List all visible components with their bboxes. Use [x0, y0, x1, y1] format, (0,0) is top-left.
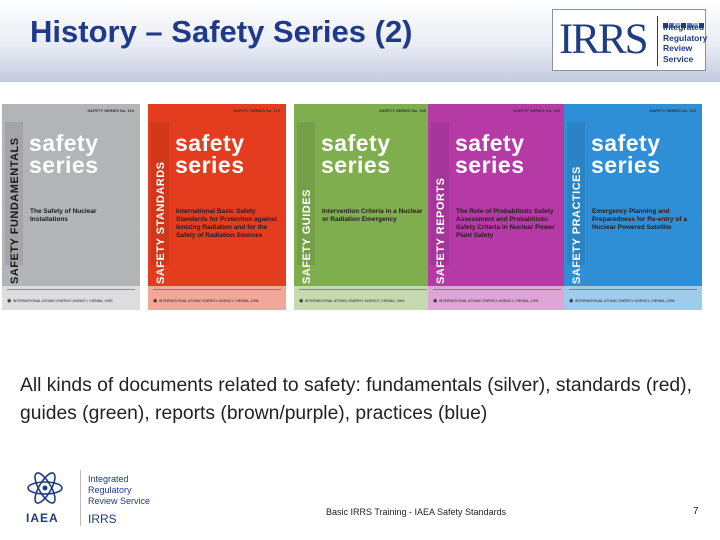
cover-category: SAFETY REPORTS	[435, 177, 447, 284]
cover-reports	[428, 104, 566, 310]
cover-series-number: SAFETY SERIES No. 109	[379, 108, 426, 113]
footer-irrs-wordmark: IRRS	[88, 512, 117, 526]
cover-safety-word: safety	[455, 130, 525, 156]
cover-category: SAFETY GUIDES	[301, 189, 313, 284]
footer-logo-divider	[80, 470, 81, 526]
cover-series-number: SAFETY SERIES No. 115	[233, 108, 280, 113]
cover-series-word: series	[29, 152, 99, 178]
iaea-wordmark: IAEA	[26, 511, 59, 525]
cover-practices	[564, 104, 702, 310]
cover-footer-line	[153, 289, 281, 290]
cover-footer-line	[7, 289, 135, 290]
cover-guides	[294, 104, 432, 310]
irrs-logo-line: Integrated	[663, 22, 705, 32]
cover-logo-text	[321, 132, 391, 176]
cover-category: SAFETY STANDARDS	[155, 161, 167, 284]
cover-gallery	[0, 104, 720, 312]
cover-safety-word: safety	[591, 130, 661, 156]
cover-series-number: SAFETY SERIES No. 110	[87, 108, 134, 113]
cover-safety-word: safety	[321, 130, 391, 156]
cover-agency: ◉ INTERNATIONAL ATOMIC ENERGY AGENCY, VIENNA, 1996	[569, 298, 699, 304]
footer-logo-text	[88, 474, 150, 507]
cover-footer-line	[433, 289, 561, 290]
footer-text: Basic IRRS Training - IAEA Safety Standards	[326, 507, 507, 517]
title-bar	[0, 0, 720, 82]
cover-description: International Basic Safety Standards for Protection against Ionizing Radiation and for the Safety of Radiation Sources	[176, 208, 277, 239]
cover-category: SAFETY FUNDAMENTALS	[9, 137, 21, 284]
irrs-logo-line: Review	[663, 43, 693, 53]
footer-logo-line: Regulatory	[88, 485, 132, 495]
cover-series-word: series	[175, 152, 245, 178]
cover-footer-line	[299, 289, 427, 290]
cover-logo-text	[591, 132, 661, 176]
irrs-logo-line: Regulatory	[663, 32, 708, 43]
cover-footer-line	[569, 289, 697, 290]
cover-logo-text	[29, 132, 99, 176]
cover-description: The Role of Probabilistic Safety Assessment and Probabilistic Safety Criteria in Nuclear Power Plant Safety	[456, 208, 555, 239]
irrs-logo-divider	[657, 16, 658, 66]
atom-icon	[24, 468, 66, 508]
cover-series-word: series	[591, 152, 661, 178]
cover-logo-text	[455, 132, 525, 176]
cover-fundamentals	[2, 104, 140, 310]
cover-series-number: SAFETY SERIES No. 106	[513, 108, 560, 113]
footer-logo-line: Integrated	[88, 474, 129, 484]
cover-logo-text	[175, 132, 245, 176]
cover-description: The Safety of Nuclear Installations	[30, 208, 97, 223]
slide-caption: All kinds of documents related to safety: fundamentals (silver), standards (red), guides (green), reports (brown/purple), practices (blue)	[20, 375, 692, 424]
cover-standards	[148, 104, 286, 310]
cover-series-word: series	[455, 152, 525, 178]
cover-description: Intervention Criteria in a Nuclear or Radiation Emergency	[322, 208, 423, 223]
cover-agency: ◉ INTERNATIONAL ATOMIC ENERGY AGENCY, VIENNA, 1994	[299, 298, 429, 304]
page-number: 7	[693, 506, 699, 517]
cover-safety-word: safety	[29, 130, 99, 156]
cover-safety-word: safety	[175, 130, 245, 156]
irrs-logo-text	[663, 22, 707, 64]
iaea-irrs-logo	[20, 460, 152, 536]
irrs-logo-line: Service	[663, 53, 694, 64]
cover-category: SAFETY PRACTICES	[571, 166, 583, 284]
irrs-logo-letters: IRRS	[559, 16, 647, 63]
cover-agency: ◉ INTERNATIONAL ATOMIC ENERGY AGENCY, VIENNA, 1993	[7, 298, 137, 304]
irrs-logo	[552, 9, 706, 71]
cover-series-word: series	[321, 152, 391, 178]
slide-title: History – Safety Series (2)	[30, 14, 413, 49]
footer-logo-line: Review Service	[88, 496, 151, 506]
cover-agency: ◉ INTERNATIONAL ATOMIC ENERGY AGENCY, VIENNA, 1996	[153, 298, 283, 304]
cover-agency: ◉ INTERNATIONAL ATOMIC ENERGY AGENCY, VIENNA, 1992	[433, 298, 563, 304]
cover-description: Emergency Planning and Preparedness for Re-entry of a Nuclear Powered Satellite	[592, 208, 688, 231]
cover-series-number: SAFETY SERIES No. 119	[649, 108, 696, 113]
